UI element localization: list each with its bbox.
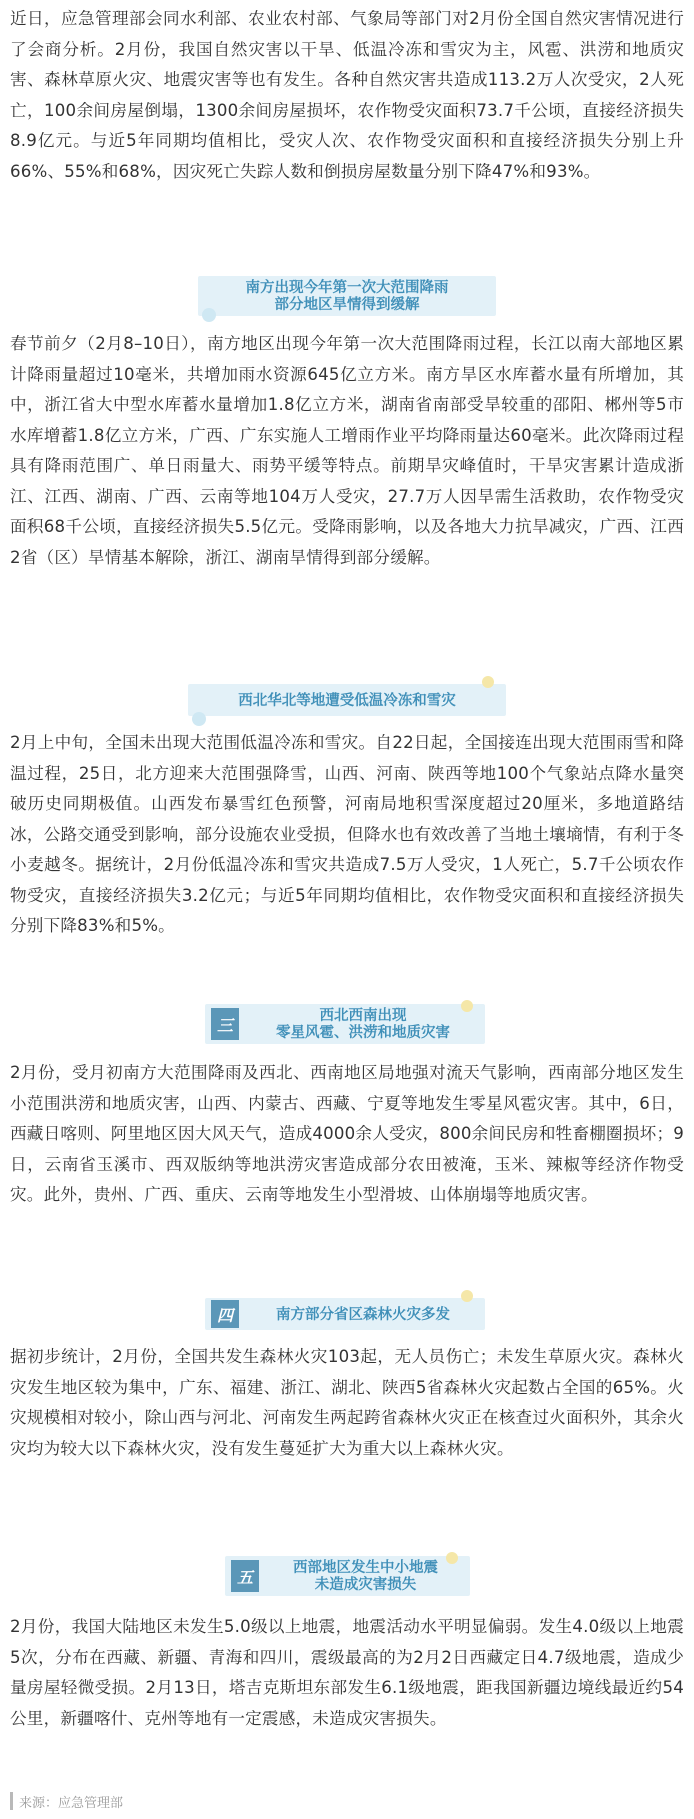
heading-line-1: 西部地区发生中小地震 <box>293 1559 438 1576</box>
section-5-paragraph: 2月份，我国大陆地区未发生5.0级以上地震，地震活动水平明显偏弱。发生4.0级以上地震5次，分布在西藏、新疆、青海和四川，震级最高的为2月2日西藏定日4.7级地震，造成少量房屋轻微受损。2月13日，塔吉克斯坦东部发生6.1级地震，距我国新疆边境线最近约54公里，新疆喀什、克州等地有一定震感，未造成灾害损失。 <box>10 1617 684 1728</box>
heading-text <box>241 1298 485 1330</box>
section-number-badge: 五 <box>231 1560 259 1592</box>
section-heading-3 <box>205 1000 485 1046</box>
heading-text <box>241 1004 485 1044</box>
heading-text <box>198 276 496 316</box>
heading-line-2: 零星风雹、洪涝和地质灾害 <box>276 1024 450 1041</box>
source-bar <box>10 1792 13 1810</box>
section-number-badge: 四 <box>211 1300 239 1328</box>
section-3-paragraph: 2月份，受月初南方大范围降雨及西北、西南地区局地强对流天气影响，西南部分地区发生小范围洪涝和地质灾害，山西、内蒙古、西藏、宁夏等地发生零星风雹灾害。其中，6日，西藏日喀则、阿里地区因大风天气，造成4000余人受灾，800余间民房和牲畜棚圈损坏；9日，云南省玉溪市、西双版纳等地洪涝灾害造成部分农田被淹，玉米、辣椒等经济作物受灾。此外，贵州、广西、重庆、云南等地发生小型滑坡、山体崩塌等地质灾害。 <box>10 1063 684 1204</box>
section-4-paragraph: 据初步统计，2月份，全国共发生森林火灾103起，无人员伤亡；未发生草原火灾。森林火灾发生地区较为集中，广东、福建、浙江、湖北、陕西5省森林火灾起数占全国的65%。火灾规模相对较小，除山西与河北、河南发生两起跨省森林火灾正在核查过火面积外，其余火灾均为较大以下森林火灾，没有发生蔓延扩大为重大以上森林火灾。 <box>10 1347 684 1458</box>
intro-paragraph: 近日，应急管理部会同水利部、农业农村部、气象局等部门对2月份全国自然灾害情况进行了会商分析。2月份，我国自然灾害以干旱、低温冷冻和雪灾为主，风雹、洪涝和地质灾害、森林草原火灾、地震灾害等也有发生。各种自然灾害共造成113.2万人次受灾，2人死亡，100余间房屋倒塌，1300余间房屋损坏，农作物受灾面积73.7千公顷，直接经济损失8.9亿元。与近5年同期均值相比，受灾人次、农作物受灾面积和直接经济损失分别上升66%、55%和68%，因灾死亡失踪人数和倒损房屋数量分别下降47%和93%。 <box>10 9 684 181</box>
heading-line-1: 南方出现今年第一次大范围降雨 <box>245 279 449 296</box>
heading-text <box>188 684 506 716</box>
section-1-paragraph: 春节前夕（2月8–10日），南方地区出现今年第一次大范围降雨过程，长江以南大部地区累计降雨量超过10毫米，共增加雨水资源645亿立方米。南方旱区水库蓄水量有所增加，其中，浙江省大中型水库蓄水量增加1.8亿立方米，湖南省南部受旱较重的邵阳、郴州等5市水库增蓄1.8亿立方米，广西、广东实施人工增雨作业平均降雨量达60毫米。此次降雨过程具有降雨范围广、单日雨量大、雨势平缓等特点。前期旱灾峰值时，干旱灾害累计造成浙江、江西、湖南、广西、云南等地104万人受灾，27.7万人因旱需生活救助，农作物受灾面积68千公顷，直接经济损失5.5亿元。受降雨影响，以及各地大力抗旱减灾，广西、江西2省（区）旱情基本解除，浙江、湖南旱情得到部分缓解。 <box>10 334 684 567</box>
section-heading-2 <box>188 676 506 722</box>
section-2-paragraph: 2月上中旬，全国未出现大范围低温冷冻和雪灾。自22日起，全国接连出现大范围雨雪和降温过程，25日，北方迎来大范围强降雪，山西、河南、陕西等地100个气象站点降水量突破历史同期极值。山西发布暴雪红色预警，河南局地积雪深度超过20厘米，多地道路结冰，公路交通受到影响，部分设施农业受损，但降水也有效改善了当地土壤墒情，有利于冬小麦越冬。据统计，2月份低温冷冻和雪灾共造成7.5万人受灾，1人死亡，5.7千公顷农作物受灾，直接经济损失3.2亿元；与近5年同期均值相比，农作物受灾面积和直接经济损失分别下降83%和5%。 <box>10 733 684 935</box>
section-heading-5 <box>225 1552 470 1598</box>
heading-line-2: 部分地区旱情得到缓解 <box>274 296 420 313</box>
heading-line-1: 西北华北等地遭受低温冷冻和雪灾 <box>238 691 456 709</box>
section-heading-1 <box>198 272 496 318</box>
heading-line-2: 未造成灾害损失 <box>314 1576 417 1593</box>
section-number-badge: 三 <box>211 1008 239 1040</box>
section-heading-4 <box>205 1290 485 1336</box>
source-credit <box>10 1788 310 1814</box>
heading-line-1: 西北西南出现 <box>319 1007 407 1024</box>
heading-line-1: 南方部分省区森林火灾多发 <box>276 1305 450 1323</box>
source-label: 来源：应急管理部 <box>19 1795 124 1811</box>
heading-text <box>261 1556 470 1596</box>
